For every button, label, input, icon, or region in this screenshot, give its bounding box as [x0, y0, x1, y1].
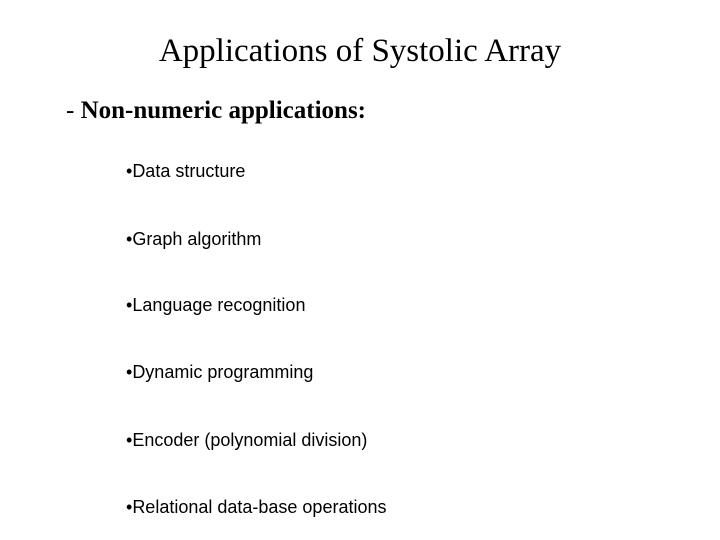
bullet-marker: •	[126, 295, 133, 315]
bullet-item	[126, 360, 313, 384]
bullet-item	[126, 293, 305, 317]
bullet-text: Relational data-base operations	[132, 497, 387, 517]
bullet-item	[126, 159, 245, 183]
section-heading-text: Non-numeric applications:	[80, 97, 367, 124]
bullet-marker: •	[126, 161, 133, 181]
bullet-text: Language recognition	[132, 295, 306, 315]
bullet-marker: •	[126, 497, 133, 517]
bullet-marker: •	[126, 229, 133, 249]
bullet-item	[126, 227, 261, 251]
bullet-text: Data structure	[132, 161, 246, 181]
bullet-text: Dynamic programming	[132, 362, 314, 382]
bullet-text: Graph algorithm	[132, 229, 262, 249]
bullet-item	[126, 428, 367, 452]
slide-title: Applications of Systolic Array	[158, 33, 562, 69]
bullet-marker: •	[126, 430, 133, 450]
section-heading-dash: -	[66, 97, 81, 124]
bullet-marker: •	[126, 362, 133, 382]
bullet-item	[126, 495, 386, 519]
bullet-list	[126, 0, 686, 540]
bullet-text: Encoder (polynomial division)	[132, 430, 368, 450]
